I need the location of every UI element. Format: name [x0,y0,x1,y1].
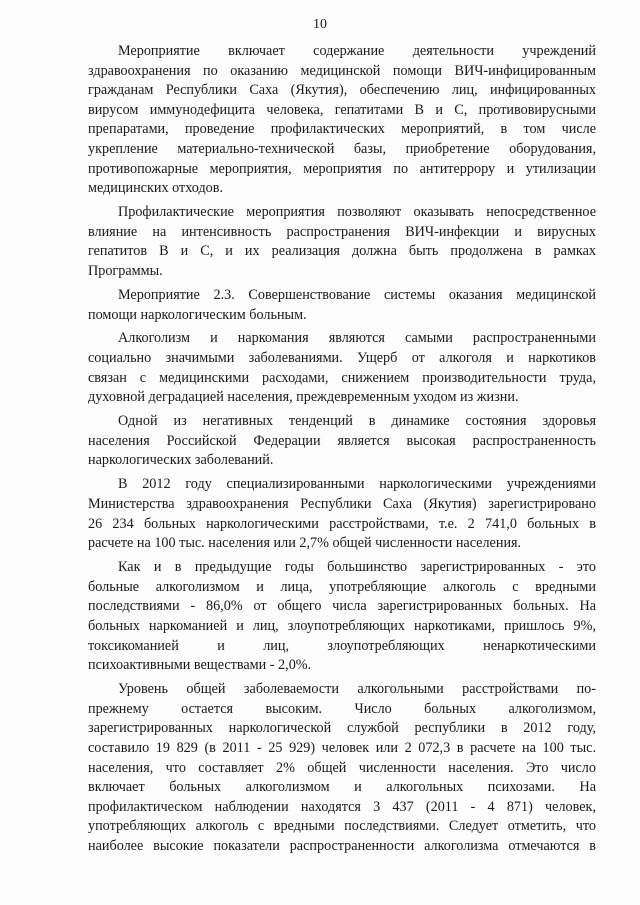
text-line: гражданам Республики Саха (Якутия), обеспечению лиц, инфицированных [88,82,596,99]
text-line: социально значимыми заболеваниями. Ущерб от алкоголя и наркотиков [88,350,596,367]
text-line: расчете на 100 тыс. населения или 2,7% общей численности населения. [88,535,522,552]
text-line: Профилактические мероприятия позволяют оказывать непосредственное [118,204,596,221]
text-line: гепатитов B и C, и их реализация должна быть продолжена в рамках [88,243,596,260]
text-line: населения, что составляет 2% общей численности населения. Это число [88,759,596,776]
text-line: больных наркоманией и лиц, злоупотребляющих наркотиками, пришлось 9%, [88,617,596,634]
paragraph [88,558,596,676]
text-line: Мероприятие включает содержание деятельности учреждений [118,43,596,59]
text-line: В 2012 году специализированными наркологическими учреждениями [118,476,596,493]
text-line: Одной из негативных тенденций в динамике состояния здоровья [118,413,596,430]
text-line: здравоохранения по оказанию медицинской помощи ВИЧ-инфицированным [88,62,596,79]
text-line: связан с медицинскими расходами, снижением производительности труда, [88,369,596,386]
document-body [88,42,596,861]
text-line: медицинских отходов. [88,180,224,197]
paragraph [88,475,596,553]
text-line: Как и в предыдущие годы большинство зарегистрированных - это [118,559,596,576]
text-line: препаратами, проведение профилактических мероприятий, в том числе [88,121,596,138]
text-line: вирусом иммунодефицита человека, гепатитами B и C, противовирусными [88,101,596,118]
text-line: токсикоманией и лиц, злоупотребляющих ненаркотическими [88,637,596,654]
text-line: населения Российской Федерации является высокая распространенность [88,432,596,449]
text-line: Мероприятие 2.3. Совершенствование системы оказания медицинской [118,286,596,303]
paragraph [88,42,596,199]
text-line: наркологических заболеваний. [88,452,274,469]
text-line: противопожарные мероприятия, мероприятия по антитеррору и утилизации [88,160,596,177]
text-line: 26 234 больных наркологическими расстройствами, т.е. 2 741,0 больных в [88,515,596,532]
text-line: укрепление материально-технической базы, приобретение оборудования, [88,140,596,157]
paragraph [88,412,596,471]
paragraph [88,329,596,407]
paragraph [88,286,596,325]
text-line: духовной деградацией населения, преждевременным уходом из жизни. [88,389,519,406]
text-line: Уровень общей заболеваемости алкогольными расстройствами по- [118,681,596,698]
paragraph [88,203,596,281]
text-line: Министерства здравоохранения Республики Саха (Якутия) зарегистрировано [88,496,596,513]
text-line: влияние на интенсивность распространения ВИЧ-инфекции и вирусных [88,223,596,240]
text-line: наиболее высокие показатели распространенности алкоголизма отмечаются в [88,837,596,854]
text-line: помощи наркологическим больным. [88,306,307,323]
text-line: прежнему остается высоким. Число больных алкоголизмом, [88,700,596,717]
text-line: профилактическом наблюдении находятся 3 437 (2011 - 4 871) человек, [88,798,596,815]
text-line: Программы. [88,262,163,279]
text-line: Алкоголизм и наркомания являются самыми распространенными [118,330,596,347]
text-line: включает больных алкоголизмом и алкогольных психозами. На [88,779,596,796]
text-line: последствиями - 86,0% от общего числа зарегистрированных больных. На [88,598,596,615]
page-number: 10 [313,17,327,32]
text-line: больные алкоголизмом и лица, употребляющие алкоголь с вредными [88,578,596,595]
paragraph [88,680,596,856]
text-line: составило 19 829 (в 2011 - 25 929) человек или 2 072,3 в расчете на 100 тыс. [88,739,596,756]
text-line: психоактивными веществами - 2,0%. [88,657,312,674]
text-line: зарегистрированных наркологической службой республики в 2012 году, [88,720,596,737]
text-line: употребляющих алкоголь с вредными последствиями. Следует отметить, что [88,818,596,835]
